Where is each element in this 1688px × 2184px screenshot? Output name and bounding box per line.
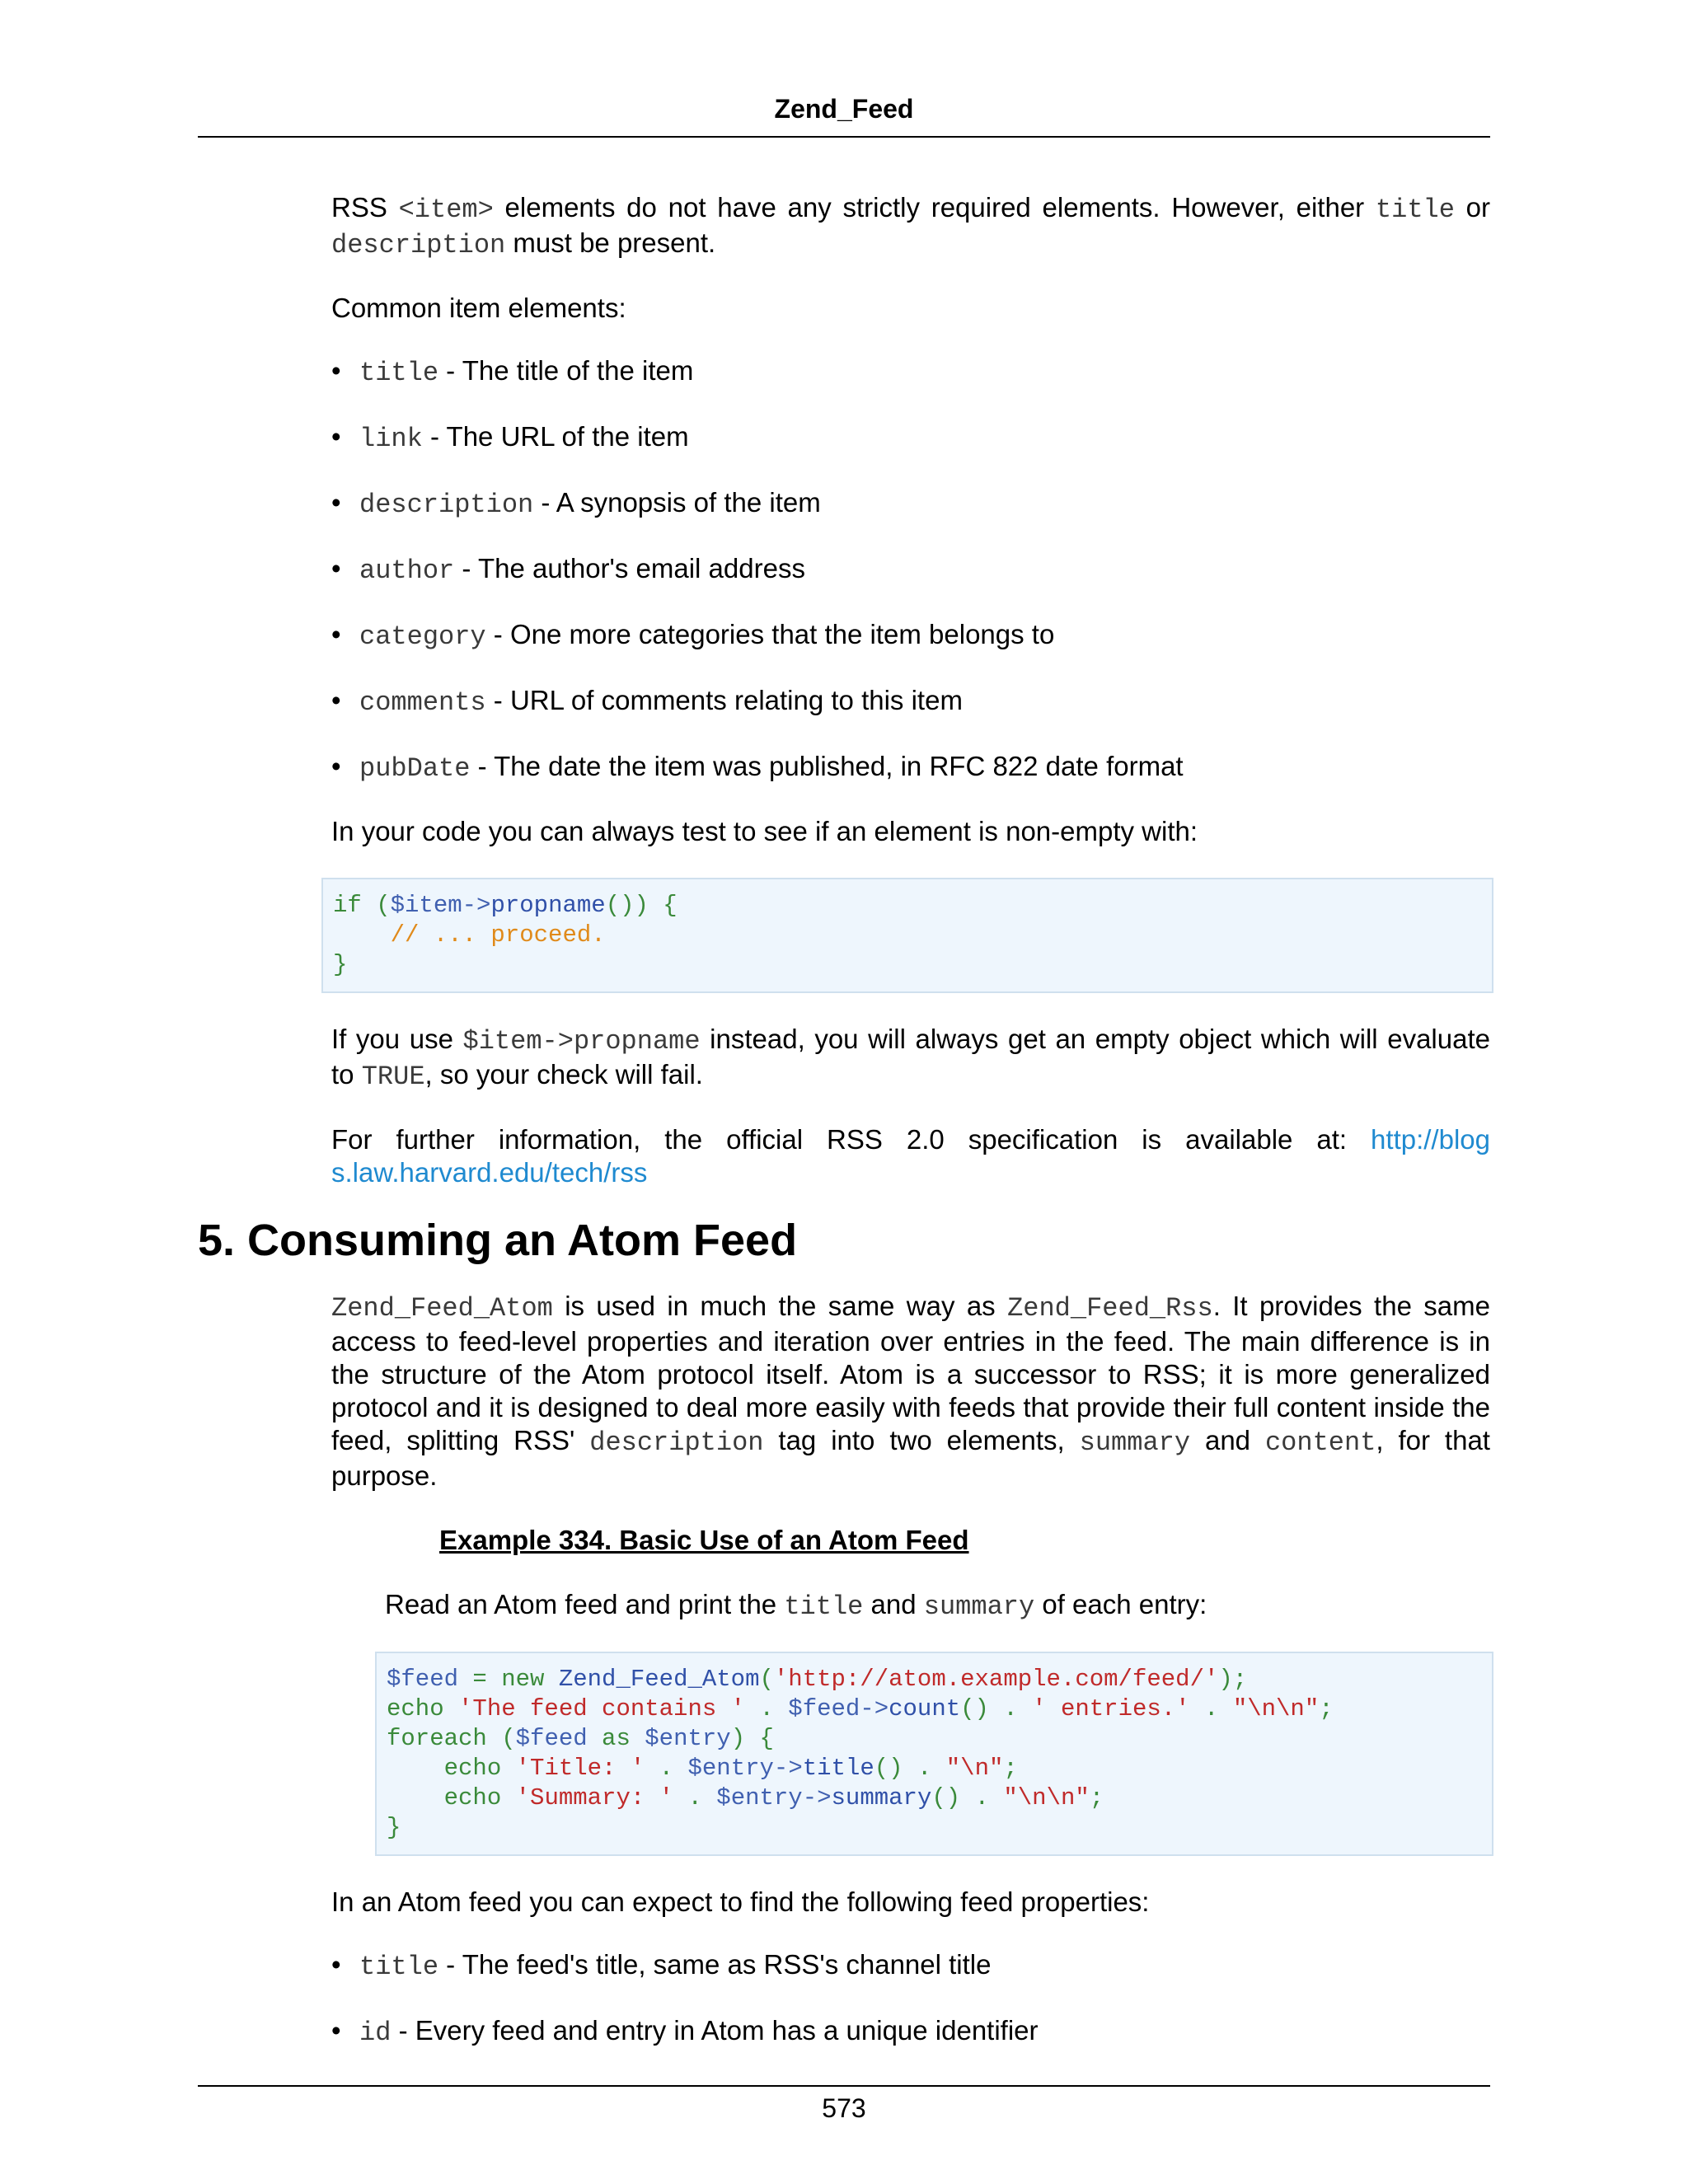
bullet-icon: •: [331, 751, 341, 781]
paragraph-atom-properties: In an Atom feed you can expect to find the following feed properties:: [331, 1886, 1150, 1917]
paragraph-rss-spec: For further information, the official RSS 2.0 specification is available at: http://blogs.law.harvard.edu/tech/rss: [331, 1124, 1490, 1188]
list-item: • title - The feed's title, same as RSS's channel title: [331, 1949, 992, 1982]
bullet-icon: •: [331, 2015, 341, 2046]
list-item: • link - The URL of the item: [331, 421, 689, 454]
page-number: 573: [822, 2093, 866, 2123]
running-header: Zend_Feed: [774, 94, 914, 124]
header-rule: [198, 136, 1490, 138]
bullet-icon: •: [331, 685, 341, 715]
example-title: Example 334. Basic Use of an Atom Feed: [439, 1525, 969, 1555]
list-item: • category - One more categories that the item belongs to: [331, 619, 1055, 652]
list-item: • comments - URL of comments relating to this item: [331, 685, 963, 718]
bullet-icon: •: [331, 553, 341, 583]
code-block-atom-example: $feed = new Zend_Feed_Atom('http://atom.example.com/feed/'); echo 'The feed contains ' . $feed->count() . ' entries.' . "\n\n"; foreach ($feed as $entry) { echo 'Title: ' . $entry->title() . "\n"; echo 'Summary: ' . $entry->summary() . "\n\n"; }: [375, 1652, 1493, 1856]
item-elements-list: [331, 354, 1490, 785]
bullet-icon: •: [331, 619, 341, 649]
example-intro: Read an Atom feed and print the title and summary of each entry:: [385, 1589, 1207, 1622]
page-content: [0, 191, 1688, 2079]
footer-rule: [198, 2085, 1490, 2087]
bullet-icon: •: [331, 421, 341, 452]
bullet-icon: •: [331, 487, 341, 518]
code-title: title: [1375, 194, 1455, 225]
list-item: • author - The author's email address: [331, 553, 805, 586]
list-item: • description - A synopsis of the item: [331, 487, 821, 520]
paragraph-test-nonempty: In your code you can always test to see if an element is non-empty with:: [331, 816, 1198, 846]
atom-properties-list: [331, 1948, 1490, 2050]
list-item: • pubDate - The date the item was published, in RFC 822 date format: [331, 751, 1184, 784]
bullet-icon: •: [331, 355, 341, 386]
rss-item-section: [331, 191, 1490, 848]
list-item: • id - Every feed and entry in Atom has a unique identifier: [331, 2015, 1039, 2048]
paragraph-required-elements: RSS <item> elements do not have any strictly required elements. However, either title or description must be present.: [331, 192, 1490, 260]
paragraph-atom-intro: Zend_Feed_Atom is used in much the same way as Zend_Feed_Rss. It provides the same access to feed-level properties and iteration over entries in the feed. The main difference is in the structure of the Atom protocol itself. Atom is a successor to RSS; it is more generalized protocol and it is designed to deal more easily with feeds that provide their full content inside the feed, splitting RSS' description tag into two elements, summary and content, for that purpose.: [331, 1291, 1490, 1491]
rss-spec-link[interactable]: http://blogs.law.harvard.edu/tech/rss: [331, 1124, 1490, 1188]
paragraph-empty-object: If you use $item->propname instead, you will always get an empty object which will evaluate to TRUE, so your check will fail.: [331, 1024, 1490, 1092]
code-description: description: [331, 230, 506, 260]
code-item-tag: <item>: [398, 194, 494, 225]
list-item: • title - The title of the item: [331, 355, 694, 388]
code-block-propname: if ($item->propname()) { // ... proceed. }: [321, 878, 1493, 993]
bullet-icon: •: [331, 1949, 341, 1980]
section-heading: 5. Consuming an Atom Feed: [198, 1216, 798, 1265]
paragraph-common-elements: Common item elements:: [331, 293, 626, 323]
